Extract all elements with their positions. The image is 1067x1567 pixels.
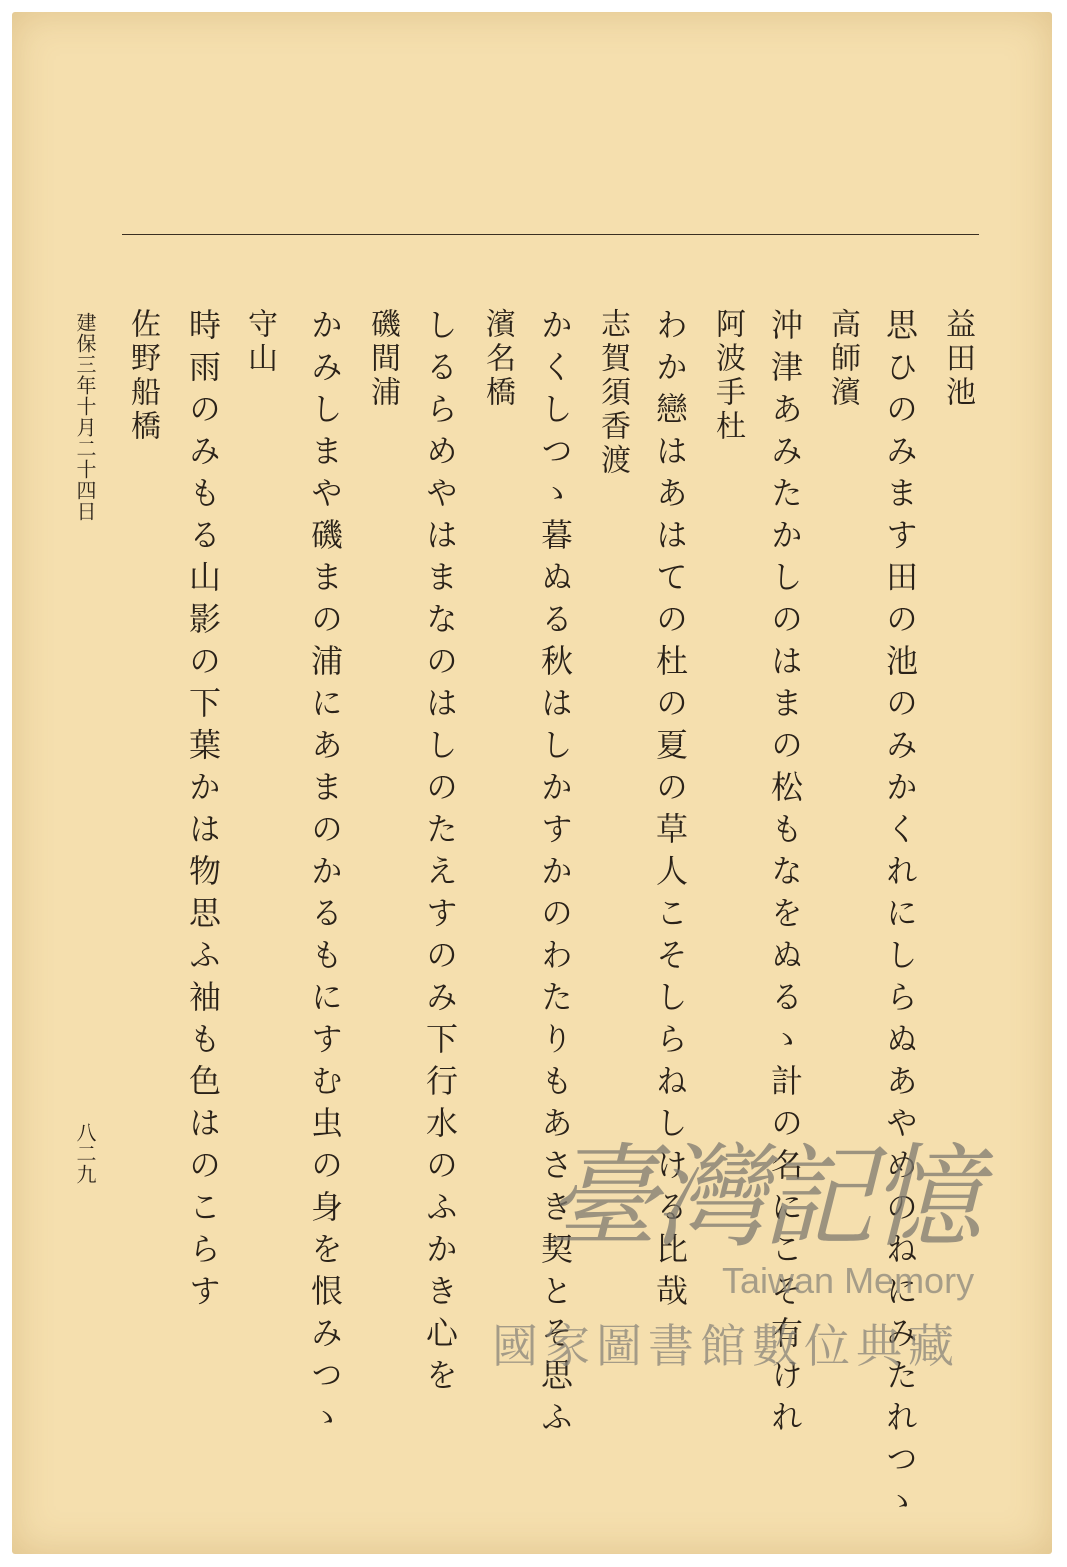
date-line: 建保三年十月二十四日	[73, 312, 97, 522]
document-page	[12, 12, 1052, 1554]
poem-line-2: 沖津あみたかしのはまの松もなをぬるゝ計の名にこそ有けれ	[766, 308, 804, 1442]
heading-awate-grove: 阿波手杜	[710, 308, 745, 444]
poem-line-7: 時雨のみもる山影の下葉かは物思ふ袖も色はのこらす	[184, 308, 222, 1316]
heading-shikasuka-crossing: 志賀須香渡	[595, 308, 630, 478]
horizontal-rule	[122, 234, 979, 235]
heading-takashi-beach: 高師濱	[825, 308, 860, 410]
page-number: 八二九	[73, 1122, 97, 1185]
poem-line-5: しるらめやはまなのはしのたえすのみ下行水のふかき心を	[421, 308, 459, 1400]
poem-line-4: かくしつゝ暮ぬる秋はしかすかのわたりもあさき契とそ思ふ	[536, 308, 574, 1442]
poem-line-6: かみしまや磯まの浦にあまのかるもにすむ虫の身を恨みつゝ	[306, 308, 344, 1442]
poem-line-1: 思ひのみます田の池のみかくれにしらぬあやめのねにみたれつゝ	[881, 308, 919, 1526]
watermark-chinese-text: 國家圖書館數位典藏	[492, 1319, 960, 1373]
watermark-script-text: 臺灣記憶	[546, 1133, 978, 1263]
poem-line-3: わか戀はあはての杜の夏の草人こそしらねしける比哉	[651, 308, 689, 1316]
heading-isoma-bay: 磯間浦	[365, 308, 400, 410]
heading-sano-funahashi: 佐野船橋	[125, 308, 160, 444]
watermark-english-text: Taiwan Memory	[722, 1260, 975, 1301]
heading-masuda-pond: 益田池	[940, 308, 975, 410]
heading-moriyama: 守山	[242, 308, 277, 376]
heading-hamana-bridge: 濱名橋	[480, 308, 515, 410]
